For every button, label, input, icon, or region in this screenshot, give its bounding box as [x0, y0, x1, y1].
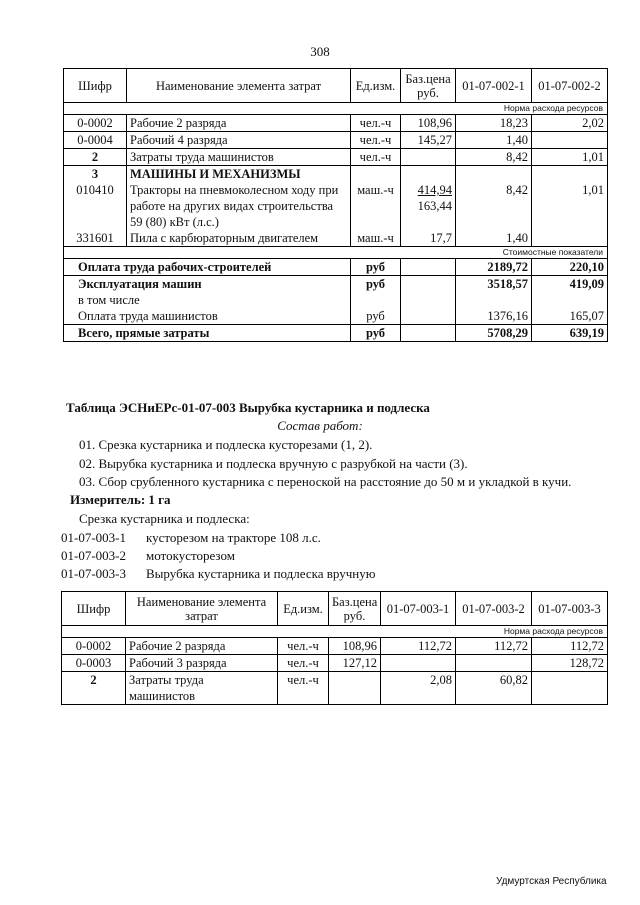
resource-table-01-07-002: [63, 68, 608, 342]
section-title: Таблица ЭСНиЕРс-01-07-003 Вырубка кустарника и подлеска: [66, 400, 430, 415]
header-code: Шифр: [64, 69, 127, 103]
work-item: 03. Сбор срубленного кустарника с переноской на расстояние до 50 м и укладкой в кучи.: [79, 474, 572, 489]
table-row: Эксплуатация машин руб 3518,57 419,09: [64, 276, 608, 293]
variant-code: 01-07-003-1: [61, 530, 126, 545]
table-row: Оплата труда рабочих-строителей руб 2189,72 220,10: [64, 259, 608, 276]
table-row: 2 Затраты труда машинистов чел.-ч 2,08 60,82: [62, 672, 608, 705]
table-row: Всего, прямые затраты руб 5708,29 639,19: [64, 325, 608, 342]
resource-table-01-07-003: [61, 591, 608, 705]
section-subtitle: Состав работ:: [277, 418, 363, 433]
header-price: Баз.цена руб.: [329, 592, 381, 626]
table-row: 331601 Пила с карбюраторным двигателем маш.-ч 17,7 1,40: [64, 230, 608, 247]
header-col-3: 01-07-003-3: [532, 592, 608, 626]
table-row: 3 МАШИНЫ И МЕХАНИЗМЫ: [64, 166, 608, 183]
work-item: 01. Срезка кустарника и подлеска кусторезами (1, 2).: [79, 437, 373, 452]
header-code: Шифр: [62, 592, 126, 626]
work-item: 02. Вырубка кустарника и подлеска вручную с разрубкой на части (3).: [79, 456, 468, 471]
header-unit: Ед.изм.: [278, 592, 329, 626]
header-col-1: 01-07-003-1: [381, 592, 456, 626]
table-row: 0-0004 Рабочий 4 разряда чел.-ч 145,27 1,40: [64, 132, 608, 149]
header-unit: Ед.изм.: [351, 69, 401, 103]
table-row: 2 Затраты труда машинистов чел.-ч 8,42 1,01: [64, 149, 608, 166]
table-row: Оплата труда машинистов руб 1376,16 165,07: [64, 308, 608, 325]
meter-label: Измеритель: 1 га: [70, 492, 171, 507]
table-row: в том числе: [64, 292, 608, 308]
variant-text: кусторезом на тракторе 108 л.с.: [146, 530, 321, 545]
header-col-2: 01-07-002-2: [532, 69, 608, 103]
header-col-2: 01-07-003-2: [456, 592, 532, 626]
header-price: Баз.цена руб.: [401, 69, 456, 103]
variant-text: мотокусторезом: [146, 548, 235, 563]
table-row: 0-0003 Рабочий 3 разряда чел.-ч 127,12 128,72: [62, 655, 608, 672]
table-row: 0-0002 Рабочие 2 разряда чел.-ч 108,96 112,72 112,72 112,72: [62, 638, 608, 655]
band-resource-norms: Норма расхода ресурсов: [456, 103, 608, 115]
table-row: 010410 Тракторы на пневмоколесном ходу при работе на других видах строительства 59 (80) кВт (л.с.) маш.-ч 414,94 163,44 8,42 1,01: [64, 182, 608, 230]
band-resource-norms: Норма расхода ресурсов: [381, 626, 608, 638]
footer-region: Удмуртская Республика: [496, 876, 607, 887]
variant-code: 01-07-003-2: [61, 548, 126, 563]
header-name: Наименование элемента затрат: [126, 592, 278, 626]
header-col-1: 01-07-002-1: [456, 69, 532, 103]
variant-text: Вырубка кустарника и подлеска вручную: [146, 566, 376, 581]
table-row: 0-0002 Рабочие 2 разряда чел.-ч 108,96 18,23 2,02: [64, 115, 608, 132]
header-name: Наименование элемента затрат: [127, 69, 351, 103]
band-cost-indicators: Стоимостные показатели: [456, 247, 608, 259]
variant-code: 01-07-003-3: [61, 566, 126, 581]
machine-name: Тракторы на пневмоколесном ходу при работе на других видах строительства 59 (80) кВт (л.с.): [127, 182, 351, 230]
page-number: 308: [310, 44, 330, 59]
group-title: Срезка кустарника и подлеска:: [79, 511, 250, 526]
